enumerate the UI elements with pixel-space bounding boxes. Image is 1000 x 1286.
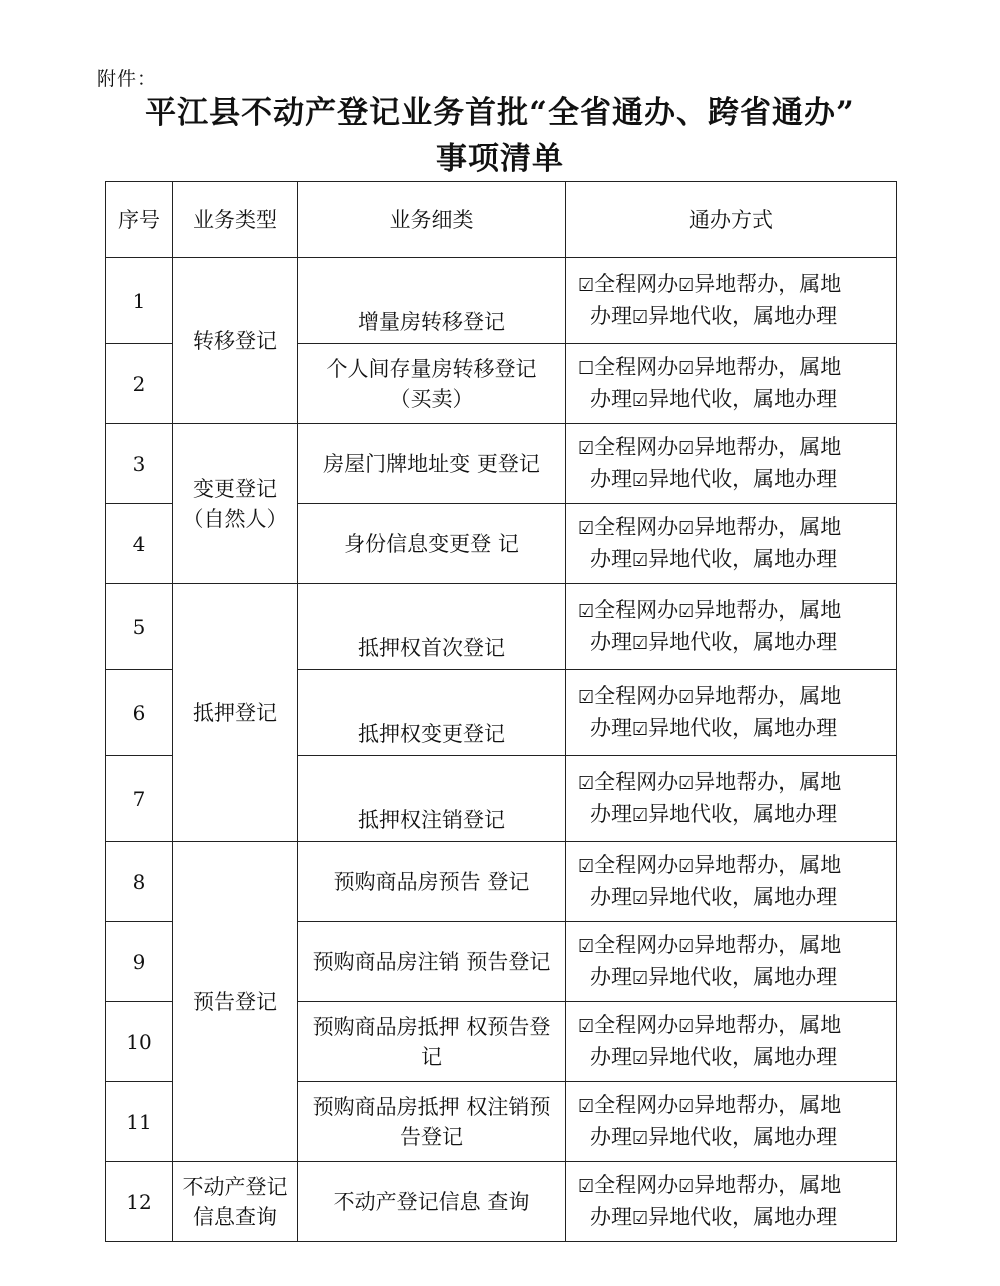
mode-online-label: 全程网办	[594, 354, 679, 379]
business-subcategory: 不动产登记信息 查询	[298, 1162, 566, 1242]
mode-online-label: 全程网办	[594, 769, 679, 794]
row-number: 8	[106, 842, 173, 922]
mode-remote-assist-label-cont: 办理	[590, 546, 632, 571]
handling-mode	[566, 1082, 897, 1162]
mode-remote-collect-label: 异地代收，属地办理	[648, 546, 838, 571]
business-type: 预告登记	[173, 842, 298, 1162]
business-subcategory: 增量房转移登记	[298, 258, 566, 344]
mode-remote-assist-label-cont: 办理	[590, 715, 632, 740]
checked-box-icon: ☑	[578, 1015, 595, 1037]
mode-online-label: 全程网办	[594, 271, 679, 296]
mode-remote-assist-label: 异地帮办，属地	[694, 514, 842, 539]
mode-remote-assist-label-cont: 办理	[590, 1124, 632, 1149]
business-type: 转移登记	[173, 258, 298, 424]
mode-remote-collect-label: 异地代收，属地办理	[648, 1124, 838, 1149]
mode-remote-assist-label-cont: 办理	[590, 884, 632, 909]
mode-online-label: 全程网办	[594, 1092, 679, 1117]
mode-remote-assist-label: 异地帮办，属地	[694, 1012, 842, 1037]
handling-mode	[566, 670, 897, 756]
business-subcategory: 抵押权首次登记	[298, 584, 566, 670]
business-subcategory: 预购商品房抵押 权预告登记	[298, 1002, 566, 1082]
table-header-row	[106, 182, 897, 258]
mode-remote-assist-label: 异地帮办，属地	[694, 932, 842, 957]
mode-remote-assist-label: 异地帮办，属地	[694, 434, 842, 459]
table-row	[106, 424, 897, 504]
handling-mode	[566, 1002, 897, 1082]
mode-remote-assist-label-cont: 办理	[590, 466, 632, 491]
business-subcategory: 预购商品房预告 登记	[298, 842, 566, 922]
header-subcategory: 业务细类	[298, 182, 566, 258]
checked-box-icon: ☑	[678, 1015, 695, 1037]
checked-box-icon: ☑	[578, 600, 595, 622]
mode-remote-collect-label: 异地代收，属地办理	[648, 303, 838, 328]
checked-box-icon: ☑	[578, 855, 595, 877]
handling-mode	[566, 424, 897, 504]
row-number: 5	[106, 584, 173, 670]
unchecked-box-icon: ☐	[578, 357, 595, 379]
business-subcategory: 抵押权注销登记	[298, 756, 566, 842]
business-subcategory: 抵押权变更登记	[298, 670, 566, 756]
mode-remote-assist-label-cont: 办理	[590, 1204, 632, 1229]
checked-box-icon: ☑	[632, 549, 649, 571]
mode-remote-assist-label: 异地帮办，属地	[694, 354, 842, 379]
document-title-line2: 事项清单	[436, 141, 564, 177]
business-type: 不动产登记信息查询	[173, 1162, 298, 1242]
business-subcategory: 身份信息变更登 记	[298, 504, 566, 584]
checked-box-icon: ☑	[678, 517, 695, 539]
header-handling-mode: 通办方式	[566, 182, 897, 258]
header-business-type: 业务类型	[173, 182, 298, 258]
table-row	[106, 584, 897, 670]
checked-box-icon: ☑	[578, 1095, 595, 1117]
checked-box-icon: ☑	[678, 772, 695, 794]
row-number: 12	[106, 1162, 173, 1242]
checked-box-icon: ☑	[678, 274, 695, 296]
checked-box-icon: ☑	[578, 772, 595, 794]
checked-box-icon: ☑	[578, 274, 595, 296]
checked-box-icon: ☑	[678, 686, 695, 708]
checked-box-icon: ☑	[678, 935, 695, 957]
mode-remote-collect-label: 异地代收，属地办理	[648, 386, 838, 411]
mode-remote-collect-label: 异地代收，属地办理	[648, 1204, 838, 1229]
checked-box-icon: ☑	[678, 1175, 695, 1197]
mode-remote-collect-label: 异地代收，属地办理	[648, 964, 838, 989]
mode-online-label: 全程网办	[594, 1172, 679, 1197]
handling-mode	[566, 344, 897, 424]
row-number: 4	[106, 504, 173, 584]
mode-remote-assist-label-cont: 办理	[590, 386, 632, 411]
business-subcategory: 房屋门牌地址变 更登记	[298, 424, 566, 504]
checked-box-icon: ☑	[578, 935, 595, 957]
checked-box-icon: ☑	[632, 1127, 649, 1149]
checked-box-icon: ☑	[632, 389, 649, 411]
mode-online-label: 全程网办	[594, 1012, 679, 1037]
business-subcategory: 预购商品房注销 预告登记	[298, 922, 566, 1002]
checked-box-icon: ☑	[678, 855, 695, 877]
row-number: 2	[106, 344, 173, 424]
handling-mode	[566, 756, 897, 842]
row-number: 11	[106, 1082, 173, 1162]
row-number: 7	[106, 756, 173, 842]
row-number: 9	[106, 922, 173, 1002]
row-number: 3	[106, 424, 173, 504]
handling-mode	[566, 1162, 897, 1242]
mode-remote-collect-label: 异地代收，属地办理	[648, 629, 838, 654]
mode-online-label: 全程网办	[594, 852, 679, 877]
mode-remote-assist-label-cont: 办理	[590, 801, 632, 826]
mode-remote-collect-label: 异地代收，属地办理	[648, 884, 838, 909]
checked-box-icon: ☑	[578, 437, 595, 459]
mode-online-label: 全程网办	[594, 932, 679, 957]
business-type: 变更登记（自然人）	[173, 424, 298, 584]
mode-remote-assist-label-cont: 办理	[590, 964, 632, 989]
mode-remote-assist-label-cont: 办理	[590, 1044, 632, 1069]
checked-box-icon: ☑	[632, 306, 649, 328]
handling-mode	[566, 842, 897, 922]
checked-box-icon: ☑	[632, 1047, 649, 1069]
attachment-label: 附件：	[97, 68, 158, 90]
mode-remote-collect-label: 异地代收，属地办理	[648, 1044, 838, 1069]
checked-box-icon: ☑	[632, 469, 649, 491]
mode-remote-assist-label-cont: 办理	[590, 629, 632, 654]
document-title: 平江县不动产登记业务首批“全省通办、跨省通办”	[145, 95, 855, 131]
checked-box-icon: ☑	[678, 600, 695, 622]
checked-box-icon: ☑	[632, 887, 649, 909]
checked-box-icon: ☑	[578, 686, 595, 708]
mode-remote-assist-label: 异地帮办，属地	[694, 271, 842, 296]
row-number: 6	[106, 670, 173, 756]
mode-online-label: 全程网办	[594, 597, 679, 622]
row-number: 10	[106, 1002, 173, 1082]
mode-remote-assist-label: 异地帮办，属地	[694, 852, 842, 877]
checked-box-icon: ☑	[632, 804, 649, 826]
table-row	[106, 258, 897, 344]
checked-box-icon: ☑	[678, 1095, 695, 1117]
mode-online-label: 全程网办	[594, 683, 679, 708]
table-row	[106, 1162, 897, 1242]
table-row	[106, 842, 897, 922]
row-number: 1	[106, 258, 173, 344]
checked-box-icon: ☑	[632, 718, 649, 740]
checked-box-icon: ☑	[632, 1207, 649, 1229]
mode-remote-assist-label: 异地帮办，属地	[694, 1092, 842, 1117]
mode-remote-collect-label: 异地代收，属地办理	[648, 801, 838, 826]
mode-remote-assist-label: 异地帮办，属地	[694, 597, 842, 622]
checked-box-icon: ☑	[678, 357, 695, 379]
mode-remote-assist-label: 异地帮办，属地	[694, 683, 842, 708]
checked-box-icon: ☑	[632, 967, 649, 989]
mode-online-label: 全程网办	[594, 434, 679, 459]
checked-box-icon: ☑	[678, 437, 695, 459]
business-subcategory: 个人间存量房转移登记（买卖）	[298, 344, 566, 424]
mode-remote-assist-label: 异地帮办，属地	[694, 769, 842, 794]
mode-remote-assist-label-cont: 办理	[590, 303, 632, 328]
business-type: 抵押登记	[173, 584, 298, 842]
mode-remote-collect-label: 异地代收，属地办理	[648, 715, 838, 740]
business-subcategory: 预购商品房抵押 权注销预告登记	[298, 1082, 566, 1162]
mode-remote-assist-label: 异地帮办，属地	[694, 1172, 842, 1197]
header-no: 序号	[106, 182, 173, 258]
checked-box-icon: ☑	[632, 632, 649, 654]
mode-remote-collect-label: 异地代收，属地办理	[648, 466, 838, 491]
handling-mode	[566, 504, 897, 584]
checked-box-icon: ☑	[578, 517, 595, 539]
handling-mode	[566, 258, 897, 344]
matters-table	[105, 181, 897, 1242]
mode-online-label: 全程网办	[594, 514, 679, 539]
checked-box-icon: ☑	[578, 1175, 595, 1197]
handling-mode	[566, 922, 897, 1002]
handling-mode	[566, 584, 897, 670]
